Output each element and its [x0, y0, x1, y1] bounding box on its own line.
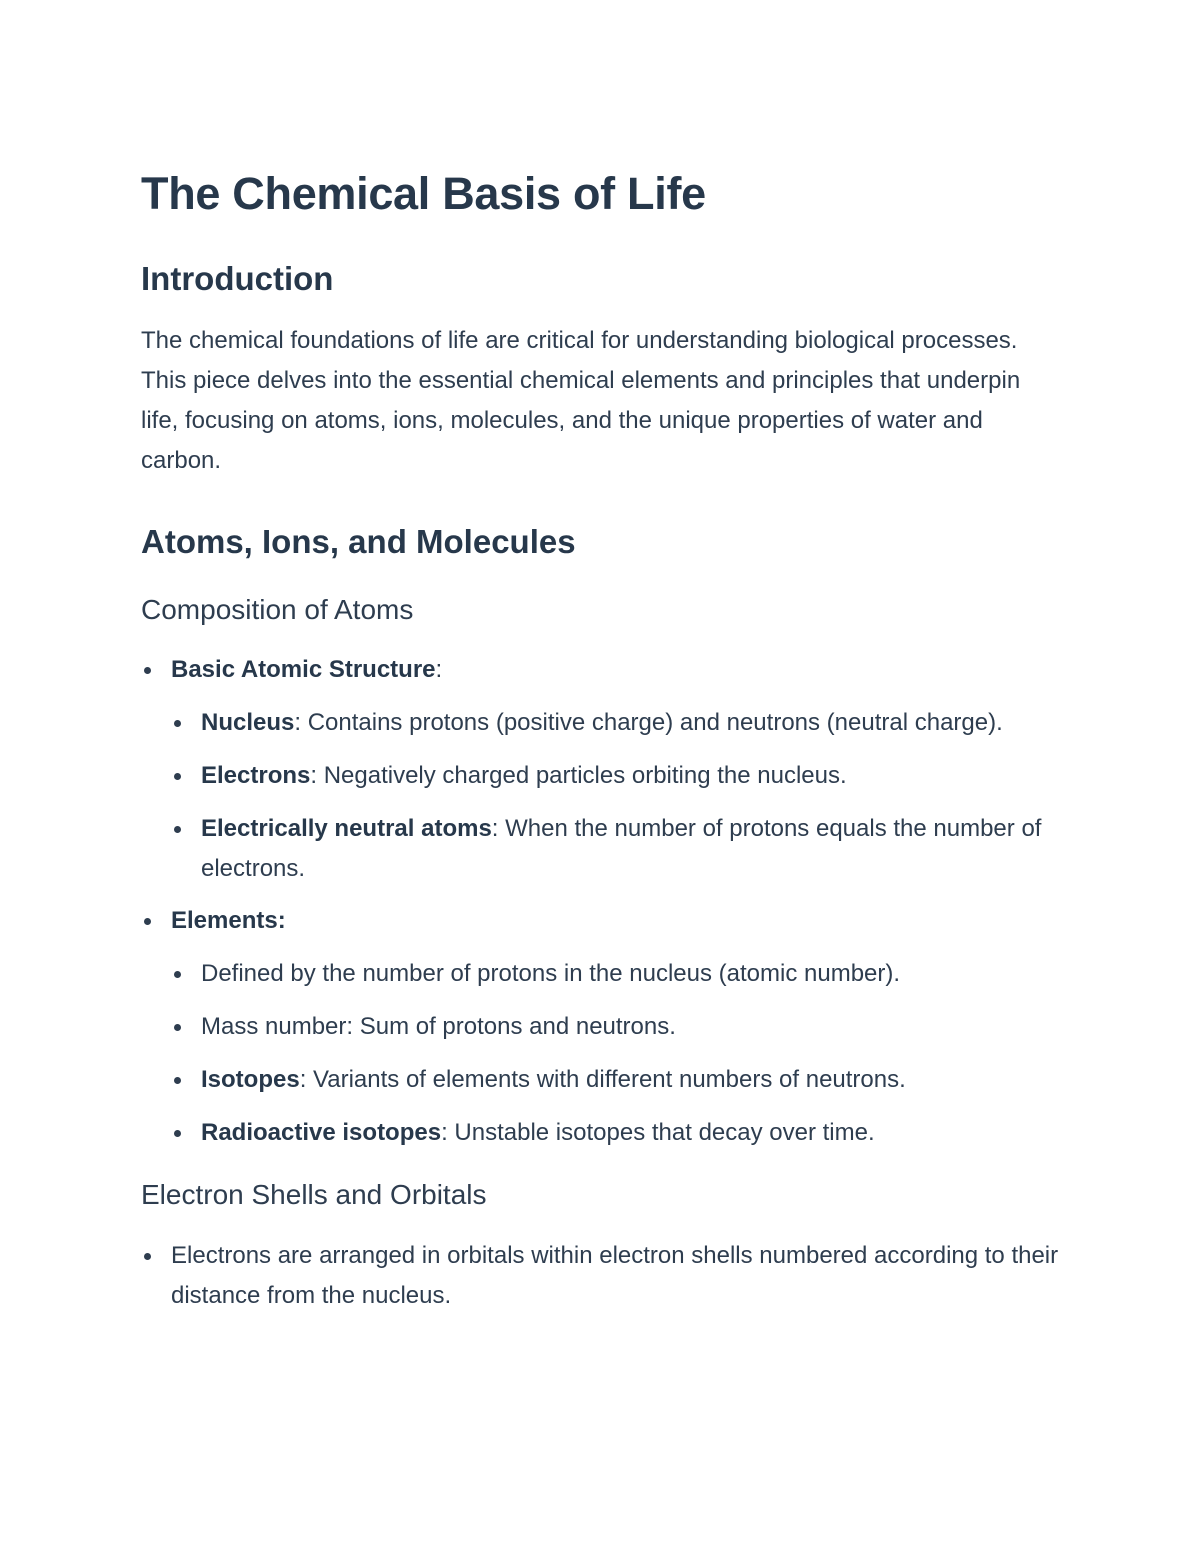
list-item-text: Electrons are arranged in orbitals within electron shells numbered according to their distance from the nucleus. — [171, 1242, 1059, 1309]
bullet-icon — [174, 1130, 181, 1137]
list-item-atomic-number — [171, 954, 1060, 994]
list-item-basic-structure — [141, 650, 1060, 889]
list-item-orbitals — [141, 1236, 1060, 1316]
list-item-text: : Unstable isotopes that decay over time. — [441, 1119, 875, 1146]
list-item-text: Defined by the number of protons in the nucleus (atomic number). — [201, 960, 901, 987]
list-item-text: : — [435, 656, 443, 683]
list-item-nucleus — [171, 703, 1060, 743]
bullet-icon — [174, 826, 181, 833]
list-item-mass-number — [171, 1007, 1060, 1047]
list-item-text: : When the number of protons equals the number of electrons. — [201, 815, 1042, 882]
list-item-term: Electrically neutral atoms — [201, 815, 492, 842]
shells-list — [141, 1236, 1060, 1316]
composition-list — [141, 650, 1060, 1153]
list-item-radioactive-isotopes — [171, 1113, 1060, 1153]
list-item-text: : Variants of elements with different numbers of neutrons. — [299, 1066, 906, 1093]
list-item-electrons — [171, 756, 1060, 796]
list-item-elements — [141, 901, 1060, 1153]
list-item-text: Mass number: Sum of protons and neutrons. — [201, 1013, 676, 1040]
page-title: The Chemical Basis of Life — [141, 168, 706, 219]
list-item-neutral-atoms — [171, 809, 1060, 889]
bullet-icon — [174, 720, 181, 727]
heading-electron-shells: Electron Shells and Orbitals — [141, 1179, 487, 1210]
list-item-term: Nucleus — [201, 709, 295, 736]
basic-structure-sublist — [171, 703, 1060, 889]
bullet-icon — [144, 918, 151, 925]
list-item-text: : Contains protons (positive charge) and neutrons (neutral charge). — [294, 709, 1003, 736]
list-item-text: : — [277, 907, 286, 934]
intro-paragraph: The chemical foundations of life are critical for understanding biological processes. This piece delves into the essential chemical elements and principles that underpin life, focusing on atoms, ions, molecules, and the unique properties of water and carbon. — [141, 327, 1021, 474]
list-item-term: Elements — [171, 907, 278, 934]
bullet-icon — [174, 1077, 181, 1084]
list-item-text: : Negatively charged particles orbiting the nucleus. — [310, 762, 847, 789]
list-item-term: Isotopes — [201, 1066, 300, 1093]
heading-atoms-ions-molecules: Atoms, Ions, and Molecules — [141, 523, 576, 560]
bullet-icon — [174, 1024, 181, 1031]
list-item-term: Electrons — [201, 762, 311, 789]
list-item-term: Basic Atomic Structure — [171, 656, 436, 683]
elements-sublist — [171, 954, 1060, 1153]
list-item-isotopes — [171, 1060, 1060, 1100]
bullet-icon — [144, 1253, 151, 1260]
list-item-term: Radioactive isotopes — [201, 1119, 442, 1146]
heading-composition-of-atoms: Composition of Atoms — [141, 594, 414, 625]
bullet-icon — [144, 667, 151, 674]
bullet-icon — [174, 971, 181, 978]
bullet-icon — [174, 773, 181, 780]
heading-introduction: Introduction — [141, 260, 334, 297]
